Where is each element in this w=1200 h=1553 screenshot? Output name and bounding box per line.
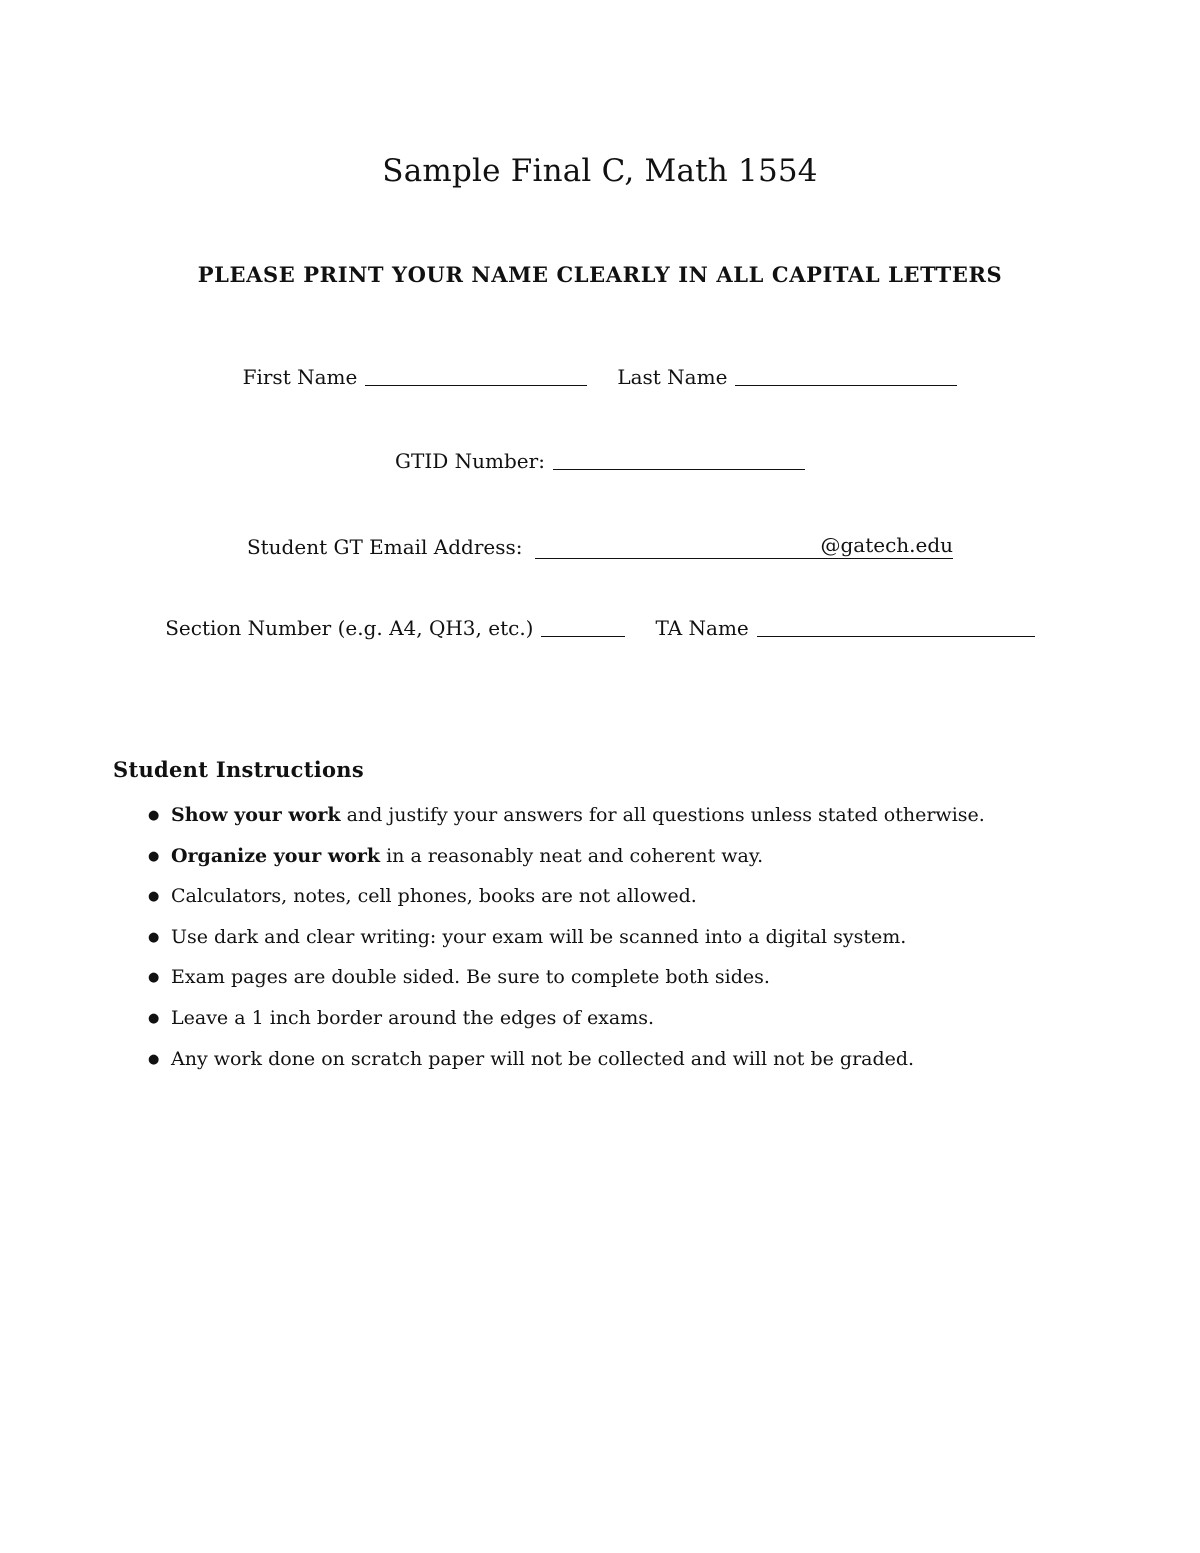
- last-name-label: Last Name: [617, 365, 728, 389]
- page-title: Sample Final C, Math 1554: [382, 152, 818, 189]
- bullet-icon: ●: [148, 1010, 160, 1026]
- first-name-blank[interactable]: [365, 365, 587, 386]
- last-name-blank[interactable]: [735, 365, 957, 386]
- instruction-text: Exam pages are double sided. Be sure to complete both sides.: [171, 966, 770, 989]
- instruction-item: [148, 963, 985, 1004]
- email-blank[interactable]: [535, 533, 954, 559]
- instruction-item: [148, 923, 985, 964]
- name-row: [0, 365, 1200, 389]
- bullet-icon: ●: [148, 848, 160, 864]
- instruction-item: [148, 842, 985, 883]
- instruction-item: [148, 1004, 985, 1045]
- email-fill-area[interactable]: [535, 537, 821, 557]
- bullet-icon: ●: [148, 929, 160, 945]
- ta-name-label: TA Name: [655, 616, 749, 640]
- first-name-label: First Name: [242, 365, 358, 389]
- section-number-blank[interactable]: [541, 616, 625, 637]
- instruction-text: and justify your answers for all questions unless stated otherwise.: [340, 804, 985, 826]
- instruction-item: [148, 801, 985, 842]
- ta-name-blank[interactable]: [757, 616, 1035, 637]
- bullet-icon: ●: [148, 1051, 160, 1067]
- instruction-text: Leave a 1 inch border around the edges of exams.: [171, 1006, 655, 1029]
- email-domain: @gatech.edu: [820, 533, 954, 557]
- section-row: [0, 616, 1200, 640]
- instruction-text: Calculators, notes, cell phones, books are not allowed.: [171, 885, 697, 908]
- bullet-icon: ●: [148, 889, 160, 905]
- instruction-item: [148, 882, 985, 923]
- section-number-label: Section Number (e.g. A4, QH3, etc.): [165, 616, 534, 640]
- bullet-icon: ●: [148, 808, 160, 823]
- gtid-blank[interactable]: [553, 449, 805, 470]
- gtid-row: [0, 449, 1200, 473]
- instruction-item: [148, 1045, 985, 1086]
- instruction-emphasis: Show your work: [171, 804, 341, 826]
- gtid-label: GTID Number:: [395, 449, 545, 473]
- bullet-icon: ●: [148, 970, 160, 986]
- email-row: [0, 533, 1200, 559]
- instructions-heading: Student Instructions: [113, 757, 364, 782]
- email-label: Student GT Email Address:: [246, 535, 523, 559]
- instruction-text: in a reasonably neat and coherent way.: [380, 844, 764, 867]
- instruction-emphasis: Organize your work: [171, 844, 381, 867]
- instructions-list: [148, 801, 985, 1085]
- instruction-text: Any work done on scratch paper will not be collected and will not be graded.: [171, 1047, 915, 1070]
- print-name-banner: PLEASE PRINT YOUR NAME CLEARLY IN ALL CAPITAL LETTERS: [197, 262, 1003, 287]
- instruction-text: Use dark and clear writing: your exam will be scanned into a digital system.: [171, 925, 907, 948]
